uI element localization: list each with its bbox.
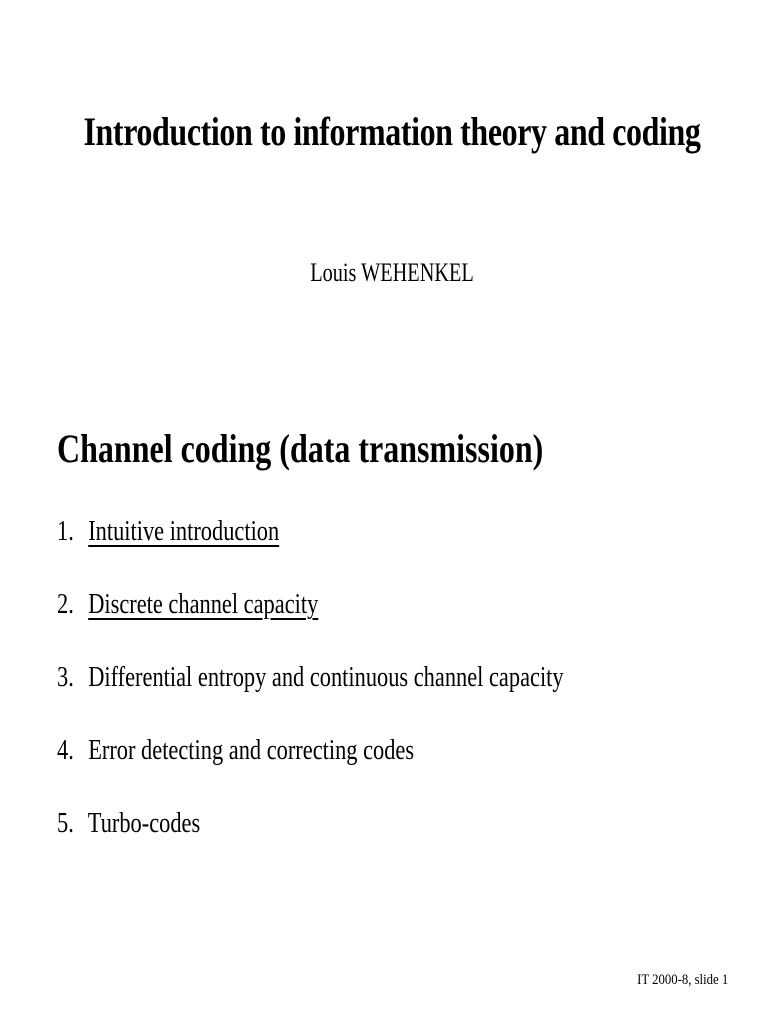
outline-link-intuitive-introduction[interactable]: Intuitive introduction	[88, 516, 280, 547]
outline-item	[57, 804, 564, 877]
section-heading: Channel coding (data transmission)	[57, 426, 544, 471]
outline-link-discrete-channel-capacity[interactable]: Discrete channel capacity	[88, 589, 319, 620]
outline-item-number: 5.	[57, 808, 74, 839]
outline-item-label: Error detecting and correcting codes	[88, 735, 415, 766]
outline-list	[57, 512, 564, 877]
outline-item-number: 4.	[57, 735, 74, 766]
outline-item-label: Turbo-codes	[87, 808, 201, 839]
page-title: Introduction to information theory and coding	[83, 109, 701, 154]
outline-item	[57, 585, 564, 658]
outline-item-number: 1.	[57, 516, 74, 547]
author-name: Louis WEHENKEL	[310, 258, 474, 287]
slide-footer: IT 2000-8, slide 1	[636, 972, 728, 988]
outline-item-number: 2.	[57, 589, 74, 620]
outline-item-number: 3.	[57, 662, 74, 693]
outline-item	[57, 731, 564, 804]
outline-item	[57, 658, 564, 731]
outline-item	[57, 512, 564, 585]
outline-item-label: Differential entropy and continuous channel capacity	[88, 662, 564, 693]
